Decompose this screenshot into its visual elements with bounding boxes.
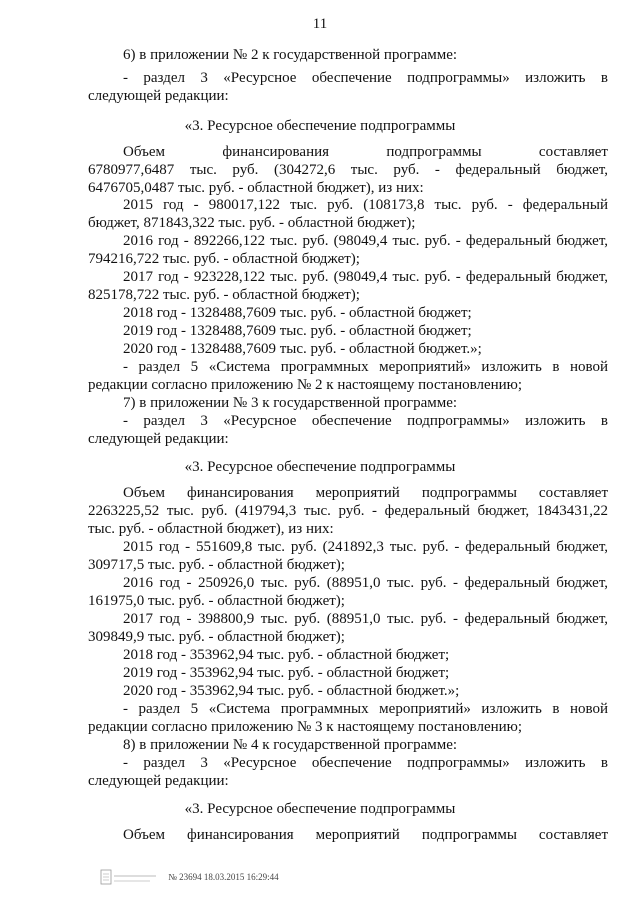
doc-line: 2019 год - 353962,94 тыс. руб. - областной бюджет; [123,665,450,681]
doc-line: 8) в приложении № 4 к государственной программе: [123,737,458,753]
doc-line: 2020 год - 353962,94 тыс. руб. - областной бюджет.»; [123,683,460,699]
doc-line: 2018 год - 353962,94 тыс. руб. - областной бюджет; [123,647,450,663]
doc-line: Объем финансирования мероприятий подпрограммы составляет [123,485,608,501]
doc-line: следующей редакции: [88,88,229,104]
doc-line: 6476705,0487 тыс. руб. - областной бюджет), из них: [88,180,424,196]
section-heading: «3. Ресурсное обеспечение подпрограммы [184,118,456,134]
doc-line: 161975,0 тыс. руб. - областной бюджет); [88,593,345,609]
doc-line: 2019 год - 1328488,7609 тыс. руб. - областной бюджет; [123,323,472,339]
doc-line: 2017 год - 398800,9 тыс. руб. (88951,0 тыс. руб. - федеральный бюджет, [123,611,608,627]
footer-stamp [100,868,279,886]
doc-line: 6) в приложении № 2 к государственной программе: [123,47,458,63]
section-heading: «3. Ресурсное обеспечение подпрограммы [184,459,456,475]
doc-line: 2015 год - 980017,122 тыс. руб. (108173,8 тыс. руб. - федеральный [123,197,608,213]
doc-line: Объем финансирования мероприятий подпрограммы составляет [123,827,608,843]
doc-line: 825178,722 тыс. руб. - областной бюджет); [88,287,360,303]
doc-line: следующей редакции: [88,773,229,789]
doc-line: - раздел 3 «Ресурсное обеспечение подпрограммы» изложить в [123,755,608,771]
doc-line: следующей редакции: [88,431,229,447]
doc-line: бюджет, 871843,322 тыс. руб. - областной бюджет); [88,215,416,231]
page-number: 11 [312,16,328,32]
doc-line: 7) в приложении № 3 к государственной программе: [123,395,458,411]
doc-line: - раздел 5 «Система программных мероприятий» изложить в новой [123,359,608,375]
doc-line: 2015 год - 551609,8 тыс. руб. (241892,3 тыс. руб. - федеральный бюджет, [123,539,608,555]
doc-line: - раздел 3 «Ресурсное обеспечение подпрограммы» изложить в [123,413,608,429]
doc-line: 2020 год - 1328488,7609 тыс. руб. - областной бюджет.»; [123,341,482,357]
section-heading: «3. Ресурсное обеспечение подпрограммы [184,801,456,817]
doc-line: тыс. руб. - областной бюджет), из них: [88,521,334,537]
doc-line: 2018 год - 1328488,7609 тыс. руб. - областной бюджет; [123,305,472,321]
doc-line: редакции согласно приложению № 3 к настоящему постановлению; [88,719,523,735]
doc-line: редакции согласно приложению № 2 к настоящему постановлению; [88,377,523,393]
doc-line: 2016 год - 250926,0 тыс. руб. (88951,0 тыс. руб. - федеральный бюджет, [123,575,608,591]
doc-line: 6780977,6487 тыс. руб. (304272,6 тыс. руб. - федеральный бюджет, [88,162,608,178]
doc-line: 2263225,52 тыс. руб. (419794,3 тыс. руб. - федеральный бюджет, 1843431,22 [88,503,608,519]
doc-line: - раздел 3 «Ресурсное обеспечение подпрограммы» изложить в [123,70,608,86]
footer-stamp-text: № 23694 18.03.2015 16:29:44 [168,872,279,882]
doc-line: 309849,9 тыс. руб. - областной бюджет); [88,629,345,645]
registry-logo-icon [100,868,158,886]
doc-line: 309717,5 тыс. руб. - областной бюджет); [88,557,345,573]
doc-line: 794216,722 тыс. руб. - областной бюджет); [88,251,360,267]
doc-line: 2016 год - 892266,122 тыс. руб. (98049,4 тыс. руб. - федеральный бюджет, [123,233,608,249]
doc-line: Объем финансирования подпрограммы составляет [123,144,608,160]
doc-line: - раздел 5 «Система программных мероприятий» изложить в новой [123,701,608,717]
doc-line: 2017 год - 923228,122 тыс. руб. (98049,4 тыс. руб. - федеральный бюджет, [123,269,608,285]
